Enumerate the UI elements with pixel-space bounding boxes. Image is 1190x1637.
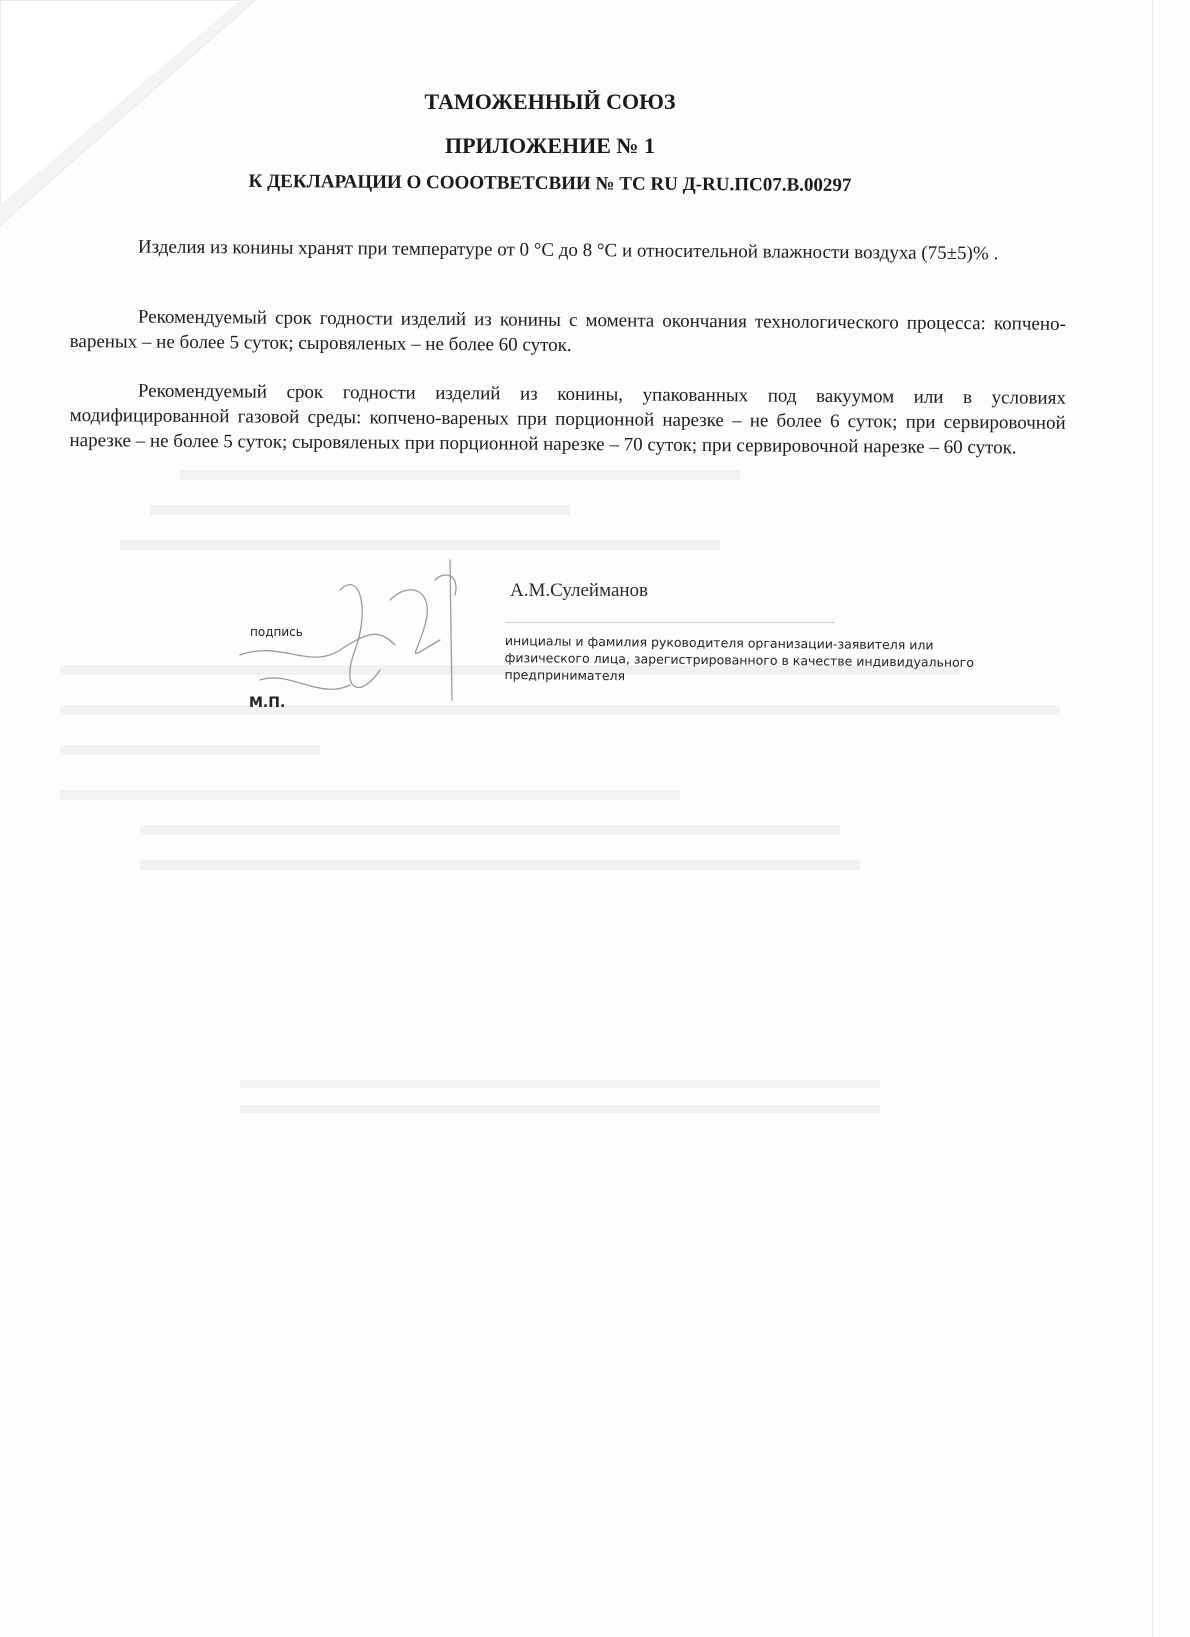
seal-label: М.П. [249,695,286,711]
signature-stroke [390,590,440,654]
signer-underline [505,622,835,623]
signer-name: А.М.Сулейманов [510,580,649,601]
document-title-declaration: К ДЕКЛАРАЦИИ О СОООТВЕТСВИИ № ТС RU Д-RU.ПС07.В.00297 [248,170,852,197]
signature-stroke [450,560,452,700]
ghost-line [120,540,720,550]
signer-caption: инициалы и фамилия руководителя организации-заявителя или физического лица, зарегистрированного в качестве индивидуального предпринимателя [504,632,975,684]
ghost-line [240,1080,880,1088]
signature-stroke [435,575,456,595]
paragraph-storage-conditions: Изделия из конины хранят при температуре от 0 °С до 8 °С и относительной влажности воздуха (75±5)% . [137,236,999,265]
signature-stroke [340,585,380,688]
ghost-line [150,505,570,515]
ghost-line [240,1105,880,1113]
signature-stroke [260,678,350,689]
document-title-appendix: ПРИЛОЖЕНИЕ № 1 [444,133,656,158]
document-title-union: ТАМОЖЕННЫЙ СОЮЗ [424,89,676,114]
ghost-line [60,705,1060,715]
signature-label: подпись [250,625,303,639]
paragraph-vacuum-shelf-life: Рекомендуемый срок годности изделий из конины, упакованных под вакуумом или в условиях модифицированной газовой среды: копчено-вареных при порционной нарезке – не более 6 суток; при сервировочной нарезке – не более 5 суток; сыровяленых при порционной нарезке – 70 суток; при сервировочной нарезке – 60 суток. [69,380,1066,459]
ghost-line [60,790,680,800]
paragraph-shelf-life: Рекомендуемый срок годности изделий из конины с момента окончания технологического процесса: копчено-вареных – не более 5 суток; сыровяленых – не более 60 суток. [69,306,1066,356]
ghost-line [180,470,740,480]
folded-corner [0,0,260,230]
ghost-line [140,860,860,870]
ghost-line [140,825,840,835]
scan-edge [1152,0,1153,1637]
ghost-line [60,745,320,755]
